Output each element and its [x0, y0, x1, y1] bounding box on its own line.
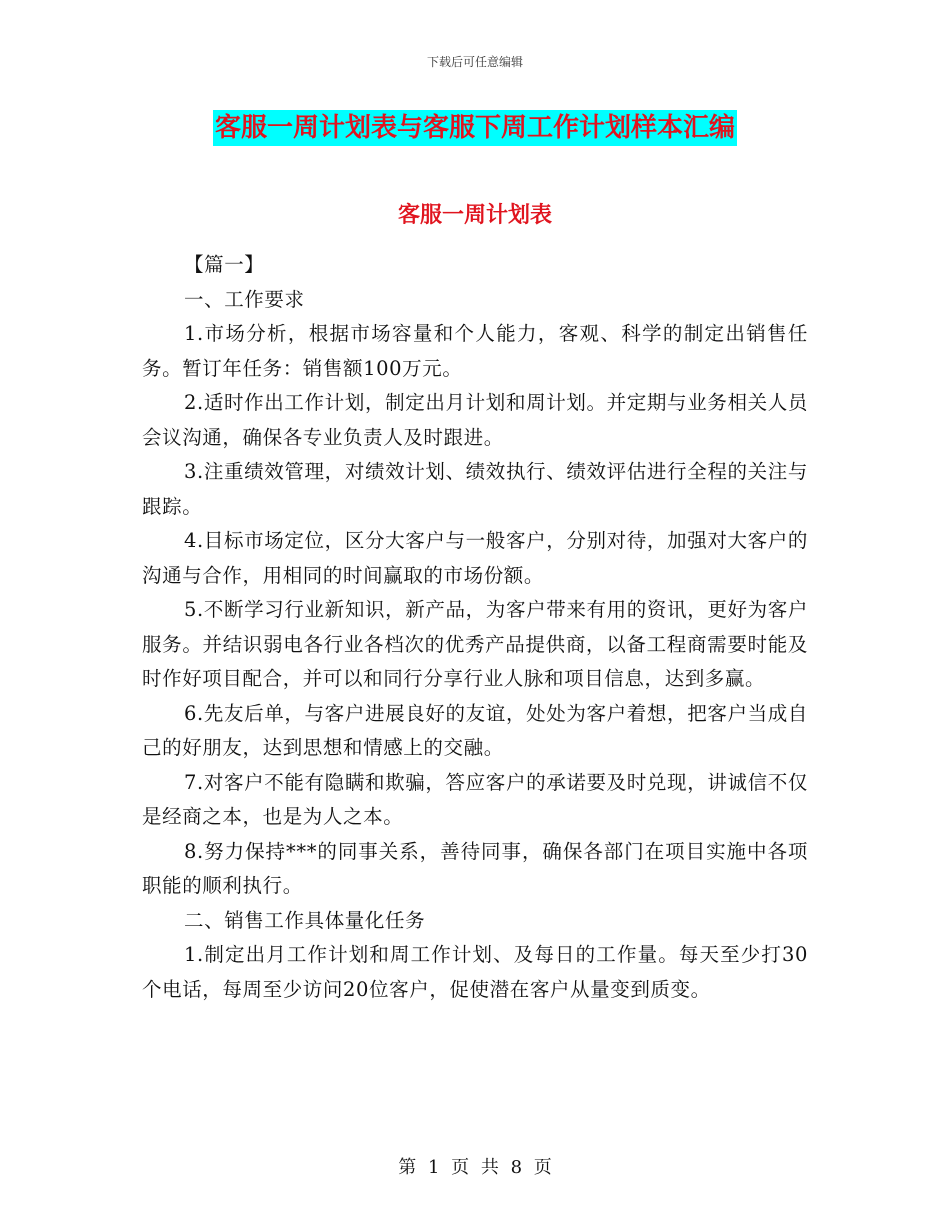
paragraph-heading-sales-tasks: 二、销售工作具体量化任务: [184, 908, 426, 932]
paragraph-heading-work-requirements: 一、工作要求: [184, 287, 305, 311]
section-title: 客服一周计划表: [397, 203, 552, 228]
paragraph-item-1: 1.市场分析，根据市场容量和个人能力，客观、科学的制定出销售任务。暂订年任务：销售额100万元。: [142, 322, 808, 380]
header-note: 下载后可任意编辑: [426, 55, 523, 69]
paragraph-item-8: 8.努力保持***的同事关系，善待同事，确保各部门在项目实施中各项职能的顺利执行。: [142, 839, 808, 897]
paragraph-item-6: 6.先友后单，与客户进展良好的友谊，处处为客户着想，把客户当成自己的好朋友，达到思想和情感上的交融。: [142, 701, 808, 759]
page-footer: 第 1 页 共 8 页: [398, 1157, 552, 1178]
paragraph-task-1: 1.制定出月工作计划和周工作计划、及每日的工作量。每天至少打30个电话，每周至少访问20位客户，促使潜在客户从量变到质变。: [142, 943, 808, 1001]
main-title: 客服一周计划表与客服下周工作计划样本汇编: [213, 110, 737, 146]
paragraph-item-7: 7.对客户不能有隐瞒和欺骗，答应客户的承诺要及时兑现，讲诚信不仅是经商之本，也是为人之本。: [142, 770, 808, 828]
paragraph-item-3: 3.注重绩效管理，对绩效计划、绩效执行、绩效评估进行全程的关注与跟踪。: [142, 460, 808, 518]
paragraph-item-5: 5.不断学习行业新知识，新产品，为客户带来有用的资讯，更好为客户服务。并结识弱电各行业各档次的优秀产品提供商，以备工程商需要时能及时作好项目配合，并可以和同行分享行业人脉和项目信息，达到多赢。: [142, 598, 808, 690]
main-title-container: [0, 110, 950, 146]
paragraph-item-2: 2.适时作出工作计划，制定出月计划和周计划。并定期与业务相关人员会议沟通，确保各专业负责人及时跟进。: [142, 391, 808, 449]
document-body: [142, 248, 808, 1007]
paragraph-item-4: 4.目标市场定位，区分大客户与一般客户，分别对待，加强对大客户的沟通与合作，用相同的时间赢取的市场份额。: [142, 529, 808, 587]
paragraph-part-label: 【篇一】: [184, 253, 265, 276]
